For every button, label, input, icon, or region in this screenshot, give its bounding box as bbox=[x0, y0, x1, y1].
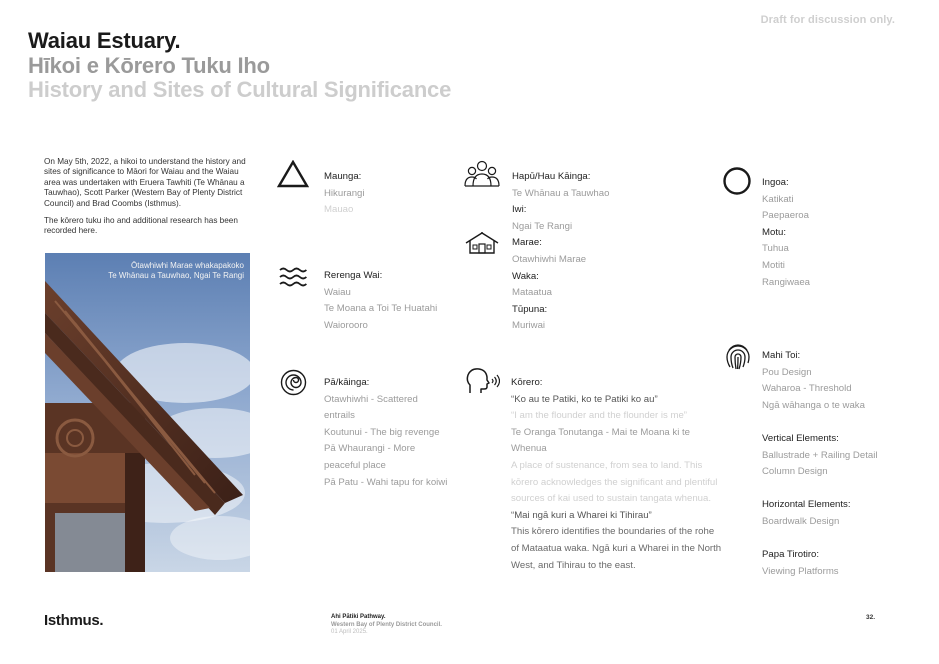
korero-quote: “Ko au te Patiki, ko te Patiki ko au” bbox=[511, 393, 658, 405]
footer-date: 01 April 2025. bbox=[331, 629, 368, 636]
horizontal-elements-label: Horizontal Elements: bbox=[762, 499, 851, 511]
fingerprint-icon bbox=[724, 343, 752, 371]
tupuna-value: Muriwai bbox=[512, 320, 546, 332]
mountain-triangle-icon bbox=[277, 160, 309, 188]
pa-kainga-section bbox=[324, 375, 464, 491]
maunga-section bbox=[324, 169, 464, 219]
hapu-label: Hapū/Hau Kāinga: bbox=[512, 171, 591, 182]
marae-value: Otawhiwhi Marae bbox=[512, 253, 587, 265]
maunga-value: Hikurangi bbox=[324, 187, 365, 199]
maunga-label: Maunga: bbox=[324, 171, 362, 182]
vertical-elements-value: Ballustrade + Railing Detail bbox=[762, 449, 878, 461]
people-group-icon bbox=[464, 158, 500, 188]
mahi-toi-value: Ngā wāhanga o te waka bbox=[762, 399, 865, 411]
korero-line: kōrero acknowledges the significant and plentiful bbox=[511, 476, 718, 488]
intro-paragraph-1: On May 5th, 2022, a hikoi to understand the history and sites of significance to Māori for Waiau and the Waiau area was undertaken with Eruera Tawhiti (Te Whānau a Tauwhao), Scott Parker (Western Bay of Plenty District Council) and Brad Coombs (Isthmus). bbox=[44, 157, 246, 208]
koru-spiral-icon bbox=[280, 369, 307, 396]
motu-value: Rangiwaea bbox=[762, 276, 811, 288]
vertical-elements-value: Column Design bbox=[762, 466, 828, 478]
page-subtitle: History and Sites of Cultural Significance bbox=[28, 77, 452, 102]
rerenga-wai-value: Te Moana a Toi Te Huatahi bbox=[324, 303, 438, 315]
marae-label: Marae: bbox=[512, 237, 542, 249]
speaking-head-icon bbox=[466, 367, 500, 395]
marae-house-icon bbox=[465, 232, 499, 254]
rerenga-wai-value: Waiau bbox=[324, 286, 351, 298]
photo-caption-line-1: Ōtawhiwhi Marae whakapakoko bbox=[131, 261, 244, 270]
intro-paragraph-2: The kōrero tuku iho and additional research has been recorded here. bbox=[44, 216, 238, 236]
korero-line: Whenua bbox=[511, 443, 547, 455]
horizontal-elements-value: Boardwalk Design bbox=[762, 515, 840, 527]
rerenga-wai-label: Rerenga Wai: bbox=[324, 270, 383, 281]
page-number: 32. bbox=[866, 614, 876, 621]
hapu-value: Te Whānau a Tauwhao bbox=[512, 187, 610, 199]
pa-kainga-label: Pā/kāinga: bbox=[324, 377, 370, 388]
page-title-maori: Hīkoi e Kōrero Tuku Iho bbox=[28, 53, 270, 78]
marae-carving-image bbox=[45, 253, 250, 572]
vertical-elements-label: Vertical Elements: bbox=[762, 432, 839, 444]
pa-kainga-value: Pā Patu - Wahi tapu for koiwi bbox=[324, 476, 448, 488]
footer-info bbox=[331, 614, 442, 637]
ingoa-value: Katikati bbox=[762, 193, 794, 205]
pa-kainga-value: Koutunui - The big revenge bbox=[324, 426, 440, 438]
korero-section bbox=[511, 375, 736, 574]
maunga-value: Mauao bbox=[324, 204, 354, 216]
motu-label: Motu: bbox=[762, 226, 786, 238]
mahi-toi-section bbox=[762, 348, 932, 580]
iwi-value: Ngai Te Rangi bbox=[512, 220, 573, 232]
intro-text bbox=[44, 157, 249, 244]
rerenga-wai-value: Waiorooro bbox=[324, 319, 368, 331]
pa-kainga-value: Pā Whaurangi - More bbox=[324, 443, 416, 455]
footer-client: Western Bay of Plenty District Council. bbox=[331, 621, 442, 628]
mahi-toi-label: Mahi Toi: bbox=[762, 350, 801, 361]
motu-value: Motiti bbox=[762, 259, 785, 271]
photo-caption bbox=[54, 261, 244, 281]
korero-line: A place of sustenance, from sea to land. This bbox=[511, 459, 703, 471]
rerenga-wai-section bbox=[324, 268, 464, 334]
photo-caption-line-2: Te Whānau a Tauwhao, Ngai Te Rangi bbox=[108, 271, 244, 280]
footer-project: Ahi Pātiki Pathway. bbox=[331, 614, 386, 620]
iwi-label: Iwi: bbox=[512, 204, 527, 216]
ingoa-label: Ingoa: bbox=[762, 177, 789, 188]
waka-label: Waka: bbox=[512, 270, 539, 282]
marae-photo bbox=[45, 253, 250, 572]
draft-note: Draft for discussion only. bbox=[760, 14, 895, 26]
mahi-toi-value: Pou Design bbox=[762, 366, 812, 378]
pa-kainga-value: Otawhiwhi - Scattered bbox=[324, 393, 418, 405]
isthmus-logo: Isthmus. bbox=[44, 612, 104, 629]
papa-tirotiro-value: Viewing Platforms bbox=[762, 565, 839, 577]
hapu-section bbox=[512, 169, 712, 335]
tupuna-label: Tūpuna: bbox=[512, 303, 548, 315]
ingoa-section bbox=[762, 175, 912, 291]
mahi-toi-value: Waharoa - Threshold bbox=[762, 383, 852, 395]
korero-label: Kōrero: bbox=[511, 377, 543, 388]
circle-icon bbox=[722, 166, 752, 196]
motu-value: Tuhua bbox=[762, 243, 789, 255]
korero-line: of Mataatua waka. Ngā kuri a Wharei in the North bbox=[511, 542, 722, 554]
waka-value: Mataatua bbox=[512, 287, 553, 299]
ingoa-value: Paepaeroa bbox=[762, 210, 809, 222]
korero-translation: “I am the flounder and the flounder is me” bbox=[511, 410, 687, 422]
pa-kainga-value: entrails bbox=[324, 410, 355, 422]
korero-line: sources of kai used to sustain tangata whenua. bbox=[511, 493, 711, 505]
page-title: Waiau Estuary. bbox=[28, 28, 181, 53]
water-waves-icon bbox=[279, 266, 307, 290]
korero-quote: “Mai ngā kuri a Wharei ki Tihirau” bbox=[511, 509, 652, 521]
korero-line: Te Oranga Tonutanga - Mai te Moana ki te bbox=[511, 426, 691, 438]
pa-kainga-value: peaceful place bbox=[324, 459, 386, 471]
papa-tirotiro-label: Papa Tirotiro: bbox=[762, 549, 820, 561]
korero-line: This kōrero identifies the boundaries of the rohe bbox=[511, 526, 715, 538]
korero-line: West, and Tihirau to the east. bbox=[511, 559, 636, 571]
